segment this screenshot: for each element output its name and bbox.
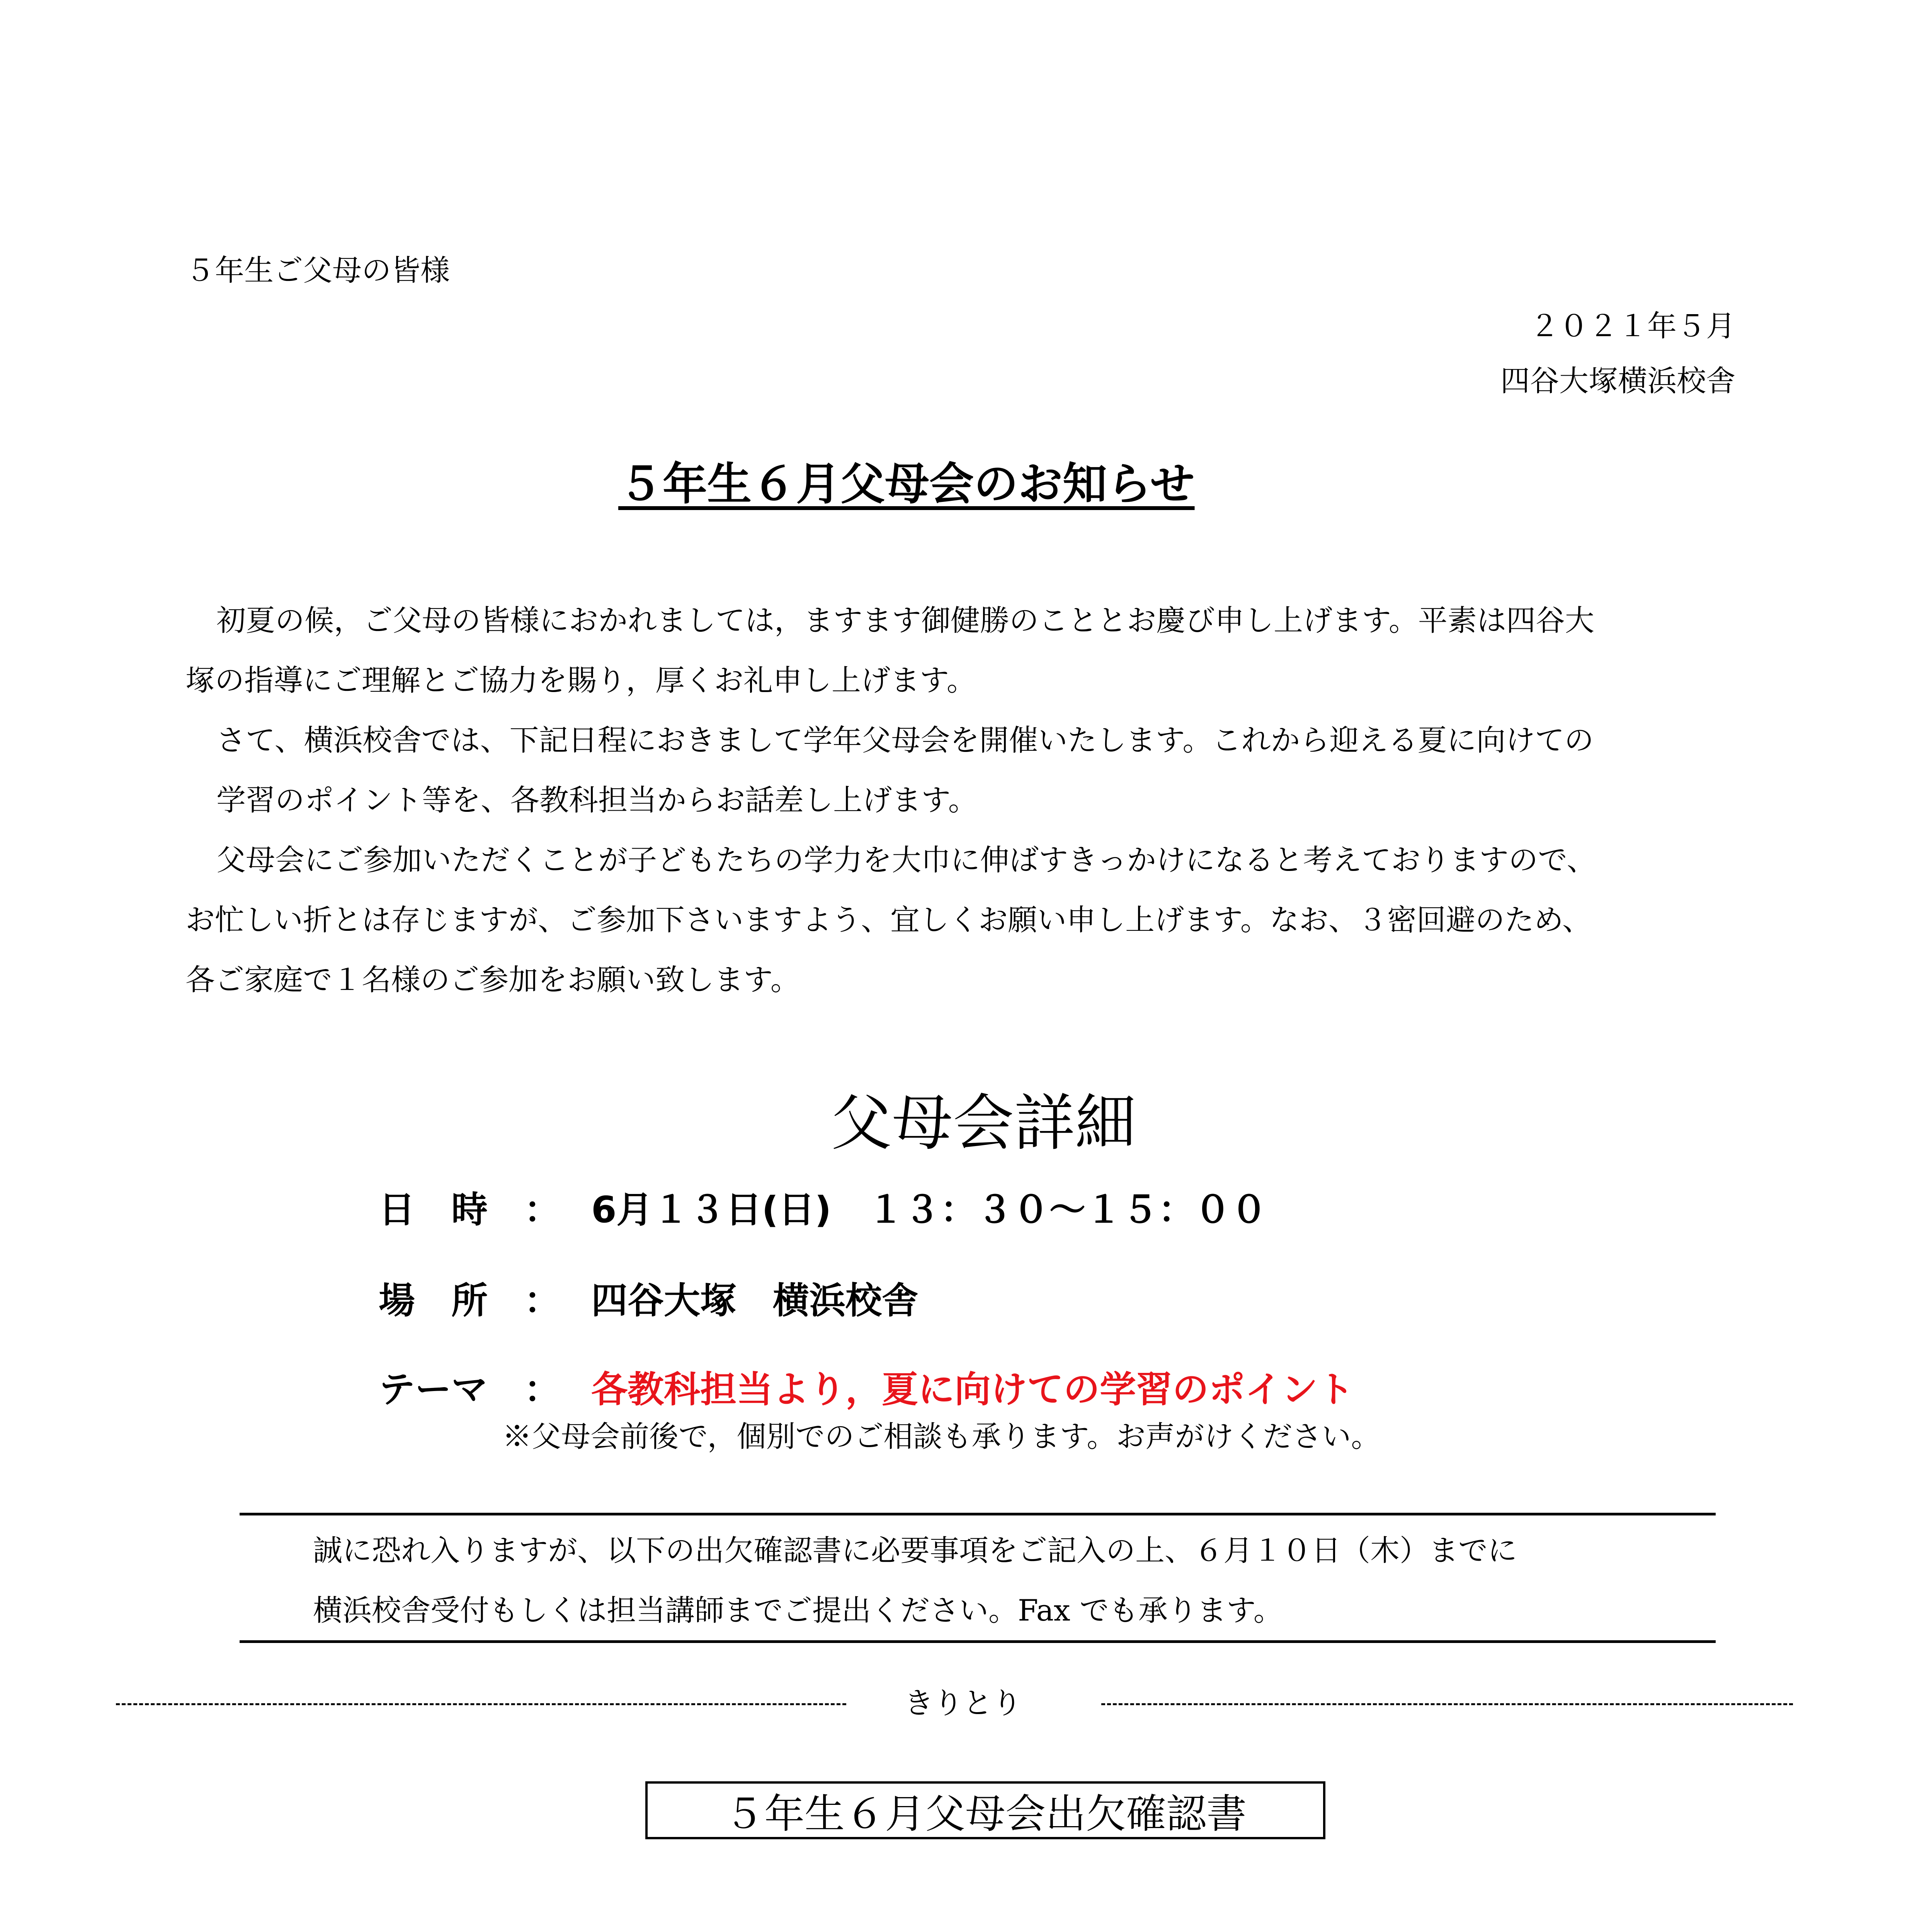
cut-line-right <box>1101 1703 1793 1705</box>
consultation-note: ※父母会前後で，個別でのご相談も承ります。お声がけください。 <box>502 1419 1381 1454</box>
body-line-3: さて、横浜校舎では、下記日程におきまして学年父母会を開催いたします。これから迎える夏に向けての <box>216 723 1594 757</box>
submission-line-1: 誠に恐れ入りますが、以下の出欠確認書に必要事項をご記入の上、６月１０日（木）までに <box>313 1533 1517 1568</box>
body-line-5: 父母会にご参加いただくことが子どもたちの学力を大巾に伸ばすきっかけになると考えておりますので、 <box>216 843 1596 877</box>
sender: 四谷大塚横浜校舎 <box>1500 364 1735 398</box>
body-line-4: 学習のポイント等を、各教科担当からお話差し上げます。 <box>216 783 978 817</box>
body-line-1: 初夏の候，ご父母の皆様におかれましては，ますます御健勝のこととお慶び申し上げます。平素は四谷大 <box>216 603 1594 638</box>
cut-label: きりとり <box>904 1686 1022 1720</box>
theme-label: テーマ ： <box>379 1369 561 1411</box>
theme-value: 各教科担当より，夏に向けての学習のポイント <box>591 1369 1354 1411</box>
body-line-6: お忙しい折とは存じますが、ご参加下さいますよう、宜しくお願い申し上げます。なお、３密回避のため、 <box>185 903 1592 937</box>
submission-bottom-rule <box>240 1640 1716 1643</box>
addressee: ５年生ご父母の皆様 <box>185 253 450 287</box>
submission-top-rule <box>240 1513 1716 1515</box>
form-title: ５年生６月父母会出欠確認書 <box>724 1790 1247 1837</box>
body-line-2: 塚の指導にご理解とご協力を賜り，厚くお礼申し上げます。 <box>185 663 976 697</box>
place-value: 四谷大塚 横浜校舎 <box>591 1280 919 1322</box>
date-value: 6月１３日(日) １３：３０～１５：００ <box>591 1189 1267 1231</box>
details-heading: 父母会詳細 <box>831 1088 1136 1159</box>
place-label: 場 所 ： <box>379 1280 561 1322</box>
submission-line-2: 横浜校舎受付もしくは担当講師までご提出ください。Fax でも承ります。 <box>313 1593 1283 1628</box>
page-title: ５年生６月父母会のお知らせ <box>618 458 1195 510</box>
cut-line-left <box>116 1703 846 1705</box>
date: ２０２１年５月 <box>1530 309 1735 343</box>
date-label: 日 時 ： <box>379 1189 561 1231</box>
form-title-box <box>645 1781 1325 1839</box>
body-line-7: 各ご家庭で１名様のご参加をお願い致します。 <box>185 963 800 997</box>
